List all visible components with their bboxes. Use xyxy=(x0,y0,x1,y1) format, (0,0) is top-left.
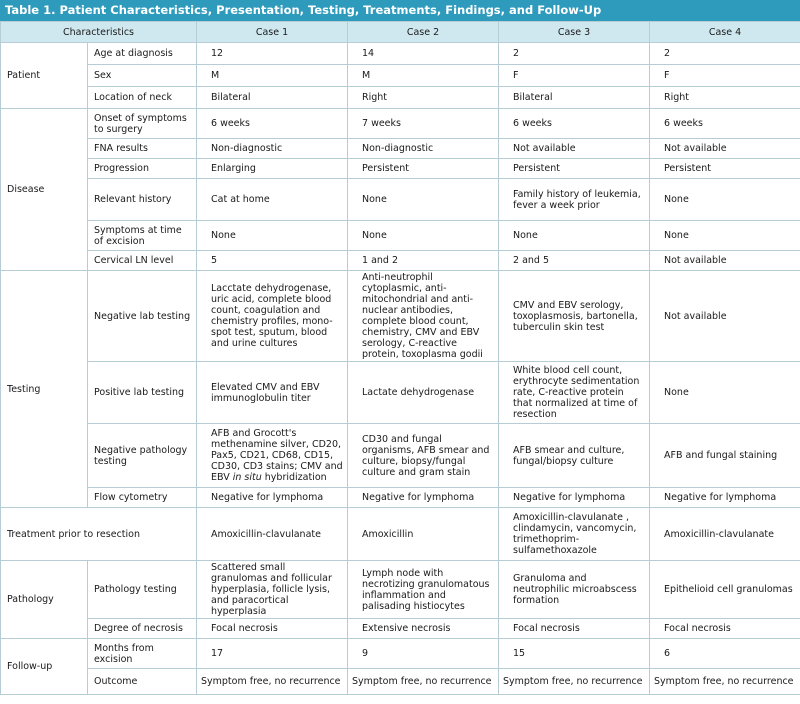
cell-neg-lab-case-1: Lacctate dehydrogenase, uric acid, complete blood count, coagulation and chemistry profiles, mono-spot test, sputum, blood and urine cultures xyxy=(197,271,348,362)
cell-outcome-case-4: Symptom free, no recurrence xyxy=(650,669,800,695)
table-row xyxy=(1,65,800,87)
cell-age-case-1: 12 xyxy=(197,43,348,65)
row-label-neg-lab: Negative lab testing xyxy=(88,271,197,362)
header-characteristics: Characteristics xyxy=(1,22,197,43)
cell-necrosis-case-3: Focal necrosis xyxy=(499,619,650,639)
group-disease: Disease xyxy=(1,109,88,271)
row-label-necrosis: Degree of necrosis xyxy=(88,619,197,639)
cell-progression-case-3: Persistent xyxy=(499,159,650,179)
table-row xyxy=(1,488,800,508)
cell-treatment-case-1: Amoxicillin-clavulanate xyxy=(197,508,348,561)
table-title: Table 1. Patient Characteristics, Presentation, Testing, Treatments, Findings, and Follow-Up xyxy=(0,0,800,21)
header-row xyxy=(1,22,800,43)
row-label-location: Location of neck xyxy=(88,87,197,109)
table-row xyxy=(1,159,800,179)
cell-flow-case-3: Negative for lymphoma xyxy=(499,488,650,508)
header-case-2: Case 2 xyxy=(348,22,499,43)
cell-months-case-2: 9 xyxy=(348,639,499,669)
cell-flow-case-4: Negative for lymphoma xyxy=(650,488,800,508)
table-row xyxy=(1,561,800,619)
neg-path-case-1-text: AFB and Grocott's methenamine silver, CD20, Pax5, CD21, CD68, CD15, CD30, CD3 stains; CMV and EBV xyxy=(211,428,343,483)
cell-location-case-3: Bilateral xyxy=(499,87,650,109)
cell-path-test-case-4: Epithelioid cell granulomas xyxy=(650,561,800,619)
cell-flow-case-2: Negative for lymphoma xyxy=(348,488,499,508)
cell-sex-case-2: M xyxy=(348,65,499,87)
cell-neg-lab-case-3: CMV and EBV serology, toxoplasmosis, bartonella, tuberculin skin test xyxy=(499,271,650,362)
cell-outcome-case-3: Symptom free, no recurrence xyxy=(499,669,650,695)
group-followup: Follow-up xyxy=(1,639,88,695)
row-label-progression: Progression xyxy=(88,159,197,179)
row-label-sex: Sex xyxy=(88,65,197,87)
row-label-age: Age at diagnosis xyxy=(88,43,197,65)
cell-pos-lab-case-2: Lactate dehydrogenase xyxy=(348,362,499,424)
cell-necrosis-case-4: Focal necrosis xyxy=(650,619,800,639)
cell-months-case-1: 17 xyxy=(197,639,348,669)
cell-fna-case-4: Not available xyxy=(650,139,800,159)
cell-necrosis-case-1: Focal necrosis xyxy=(197,619,348,639)
cell-sex-case-1: M xyxy=(197,65,348,87)
row-label-path-test: Pathology testing xyxy=(88,561,197,619)
cell-symptoms-case-4: None xyxy=(650,221,800,251)
neg-path-case-1-tail: hybridization xyxy=(261,472,327,483)
row-label-onset: Onset of symptoms to surgery xyxy=(88,109,197,139)
patient-table xyxy=(0,21,800,695)
cell-neg-path-case-4: AFB and fungal staining xyxy=(650,424,800,488)
cell-cervical-case-4: Not available xyxy=(650,251,800,271)
cell-outcome-case-2: Symptom free, no recurrence xyxy=(348,669,499,695)
table-row xyxy=(1,639,800,669)
cell-location-case-1: Bilateral xyxy=(197,87,348,109)
cell-onset-case-1: 6 weeks xyxy=(197,109,348,139)
row-label-flow: Flow cytometry xyxy=(88,488,197,508)
cell-neg-lab-case-2: Anti-neutrophil cytoplasmic, anti-mitochondrial and anti-nuclear antibodies, complete blood count, chemistry, CMV and EBV serology, C-reactive protein, toxoplasma godii xyxy=(348,271,499,362)
cell-treatment-case-3: Amoxicillin-clavulanate , clindamycin, vancomycin, trimethoprim-sulfamethoxazole xyxy=(499,508,650,561)
table-row xyxy=(1,424,800,488)
cell-cervical-case-3: 2 and 5 xyxy=(499,251,650,271)
table-row xyxy=(1,179,800,221)
table-row xyxy=(1,508,800,561)
cell-sex-case-4: F xyxy=(650,65,800,87)
group-treatment: Treatment prior to resection xyxy=(1,508,197,561)
table-row xyxy=(1,109,800,139)
group-pathology: Pathology xyxy=(1,561,88,639)
table-row xyxy=(1,271,800,362)
cell-fna-case-1: Non-diagnostic xyxy=(197,139,348,159)
cell-fna-case-2: Non-diagnostic xyxy=(348,139,499,159)
cell-symptoms-case-1: None xyxy=(197,221,348,251)
cell-pos-lab-case-4: None xyxy=(650,362,800,424)
row-label-history: Relevant history xyxy=(88,179,197,221)
row-label-pos-lab: Positive lab testing xyxy=(88,362,197,424)
table-row xyxy=(1,669,800,695)
cell-onset-case-3: 6 weeks xyxy=(499,109,650,139)
cell-path-test-case-3: Granuloma and neutrophilic microabscess formation xyxy=(499,561,650,619)
cell-neg-lab-case-4: Not available xyxy=(650,271,800,362)
cell-neg-path-case-1 xyxy=(197,424,348,488)
row-label-symptoms: Symptoms at time of excision xyxy=(88,221,197,251)
cell-cervical-case-2: 1 and 2 xyxy=(348,251,499,271)
cell-history-case-1: Cat at home xyxy=(197,179,348,221)
neg-path-case-1-italic: in situ xyxy=(232,472,262,483)
table-row xyxy=(1,43,800,65)
table-row xyxy=(1,139,800,159)
cell-symptoms-case-2: None xyxy=(348,221,499,251)
cell-onset-case-2: 7 weeks xyxy=(348,109,499,139)
row-label-cervical: Cervical LN level xyxy=(88,251,197,271)
cell-age-case-3: 2 xyxy=(499,43,650,65)
row-label-neg-path: Negative pathology testing xyxy=(88,424,197,488)
cell-progression-case-1: Enlarging xyxy=(197,159,348,179)
cell-sex-case-3: F xyxy=(499,65,650,87)
cell-neg-path-case-2: CD30 and fungal organisms, AFB smear and culture, biopsy/fungal culture and gram stain xyxy=(348,424,499,488)
table-row xyxy=(1,362,800,424)
cell-location-case-2: Right xyxy=(348,87,499,109)
cell-months-case-4: 6 xyxy=(650,639,800,669)
cell-path-test-case-1: Scattered small granulomas and follicular hyperplasia, follicle lysis, and paracortical hyperplasia xyxy=(197,561,348,619)
cell-age-case-2: 14 xyxy=(348,43,499,65)
cell-outcome-case-1: Symptom free, no recurrence xyxy=(197,669,348,695)
header-case-3: Case 3 xyxy=(499,22,650,43)
header-case-4: Case 4 xyxy=(650,22,800,43)
row-label-outcome: Outcome xyxy=(88,669,197,695)
cell-months-case-3: 15 xyxy=(499,639,650,669)
cell-flow-case-1: Negative for lymphoma xyxy=(197,488,348,508)
table-row xyxy=(1,251,800,271)
cell-progression-case-2: Persistent xyxy=(348,159,499,179)
cell-age-case-4: 2 xyxy=(650,43,800,65)
cell-treatment-case-4: Amoxicillin-clavulanate xyxy=(650,508,800,561)
cell-pos-lab-case-3: White blood cell count, erythrocyte sedimentation rate, C-reactive protein that normalized at time of resection xyxy=(499,362,650,424)
table-row xyxy=(1,87,800,109)
row-label-months: Months from excision xyxy=(88,639,197,669)
cell-necrosis-case-2: Extensive necrosis xyxy=(348,619,499,639)
cell-path-test-case-2: Lymph node with necrotizing granulomatous inflammation and palisading histiocytes xyxy=(348,561,499,619)
cell-neg-path-case-3: AFB smear and culture, fungal/biopsy culture xyxy=(499,424,650,488)
cell-cervical-case-1: 5 xyxy=(197,251,348,271)
cell-fna-case-3: Not available xyxy=(499,139,650,159)
cell-symptoms-case-3: None xyxy=(499,221,650,251)
table-row xyxy=(1,619,800,639)
group-patient: Patient xyxy=(1,43,88,109)
cell-history-case-2: None xyxy=(348,179,499,221)
cell-progression-case-4: Persistent xyxy=(650,159,800,179)
cell-onset-case-4: 6 weeks xyxy=(650,109,800,139)
row-label-fna: FNA results xyxy=(88,139,197,159)
cell-treatment-case-2: Amoxicillin xyxy=(348,508,499,561)
table-row xyxy=(1,221,800,251)
group-testing: Testing xyxy=(1,271,88,508)
cell-location-case-4: Right xyxy=(650,87,800,109)
cell-pos-lab-case-1: Elevated CMV and EBV immunoglobulin titer xyxy=(197,362,348,424)
cell-history-case-3: Family history of leukemia, fever a week prior xyxy=(499,179,650,221)
cell-history-case-4: None xyxy=(650,179,800,221)
header-case-1: Case 1 xyxy=(197,22,348,43)
